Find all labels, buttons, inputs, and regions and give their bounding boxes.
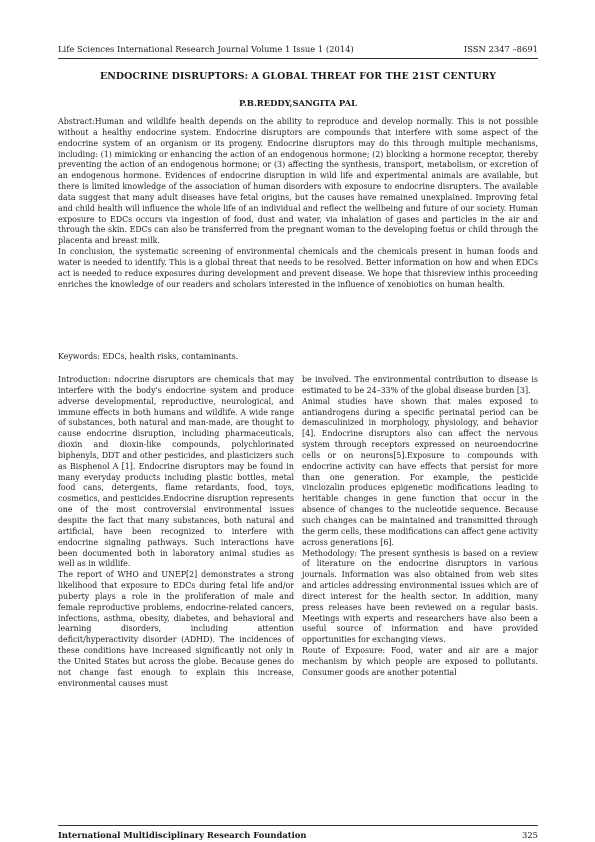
issn: ISSN 2347 –8691 <box>463 44 538 54</box>
route-of-exposure-paragraph: Route of Exposure: Food, water and air are a major mechanism by which people are exposed to pollutants. Consumer goods are another potential <box>302 646 538 677</box>
abstract-paragraph-2: In conclusion, the systematic screening of environmental chemicals and the chemicals present in human foods and water is needed to identify. This is a global threat that needs to be resolved. Better information on how and when EDCs act is needed to reduce exposures during development and prevent disease. We hope that thisreview inthis proceeding enriches the knowledge of our readers and scholars interested in the influence of xenobiotics on human health. <box>58 247 538 289</box>
introduction-paragraph: Introduction: ndocrine disruptors are chemicals that may interfere with the body's endocrine system and produce adverse developmental, reproductive, neurological, and immune effects in both humans and wildlife. A wide range of substances, both natural and man-made, are thought to cause endocrine disruption, including pharmaceuticals, dioxin and dioxin-like compounds, polychlorinated biphenyls, DDT and other pesticides, and plasticizers such as Bisphenol A [1]. Endocrine disruptors may be found in many everyday products including plastic bottles, metal food cans, detergents, flame retardants, food, toys, cosmetics, and pesticides.Endocrine disruption represents one of the most controversial environmental issues despite the fact that many substances, both natural and artificial, have been recognized to interfere with endocrine signaling pathways. Such interactions have been documented both in laboratory animal studies as well as in wildlife. <box>58 375 294 569</box>
page-number: 325 <box>522 830 538 840</box>
environmental-contribution-paragraph: be involved. The environmental contribution to disease is estimated to be 24–33% of the global disease burden [3]. <box>302 375 538 395</box>
paper-title: ENDOCRINE DISRUPTORS: A GLOBAL THREAT FOR THE 21ST CENTURY <box>100 71 496 82</box>
publisher-name: International Multidisciplinary Research Foundation <box>58 830 307 840</box>
keywords: Keywords: EDCs, health risks, contaminants. <box>58 352 239 361</box>
animal-studies-paragraph: Animal studies have shown that males exposed to antiandrogens during a specific perinatal period can be demasculinized in morphology, physiology, and behavior [4]. Endocrine disruptors also can affect the nervous system through receptors expressed on neuroendocrine cells or on neurons[5].Exposure to compounds with endocrine activity can have effects that persist for more than one generation. For example, the pesticide vinclozalin produces epigenetic modifications leading to heritable changes in gene function that occur in the absence of changes to the nucleotide sequence. Because such changes can be maintained and transmitted through the germ cells, these modifications can affect gene activity across generations [6]. <box>302 396 538 547</box>
body-columns <box>58 375 538 815</box>
methodology-paragraph: Methodology: The present synthesis is based on a review of literature on the endocrine disruptors in various journals. Information was also obtained from web sites and articles addressing environmental issues which are of direct interest for the health sector. In addition, many press releases have been reviewed on a regular basis. Meetings with experts and researchers have also been a useful source of information and have provided opportunities for exchanging views. <box>302 548 538 645</box>
journal-name: Life Sciences International Research Journal Volume 1 Issue 1 (2014) <box>58 44 354 54</box>
footer-rule <box>58 825 538 826</box>
abstract <box>58 117 538 291</box>
right-column <box>302 375 538 679</box>
running-header <box>58 44 538 58</box>
authors: P.B.REDDY,SANGITA PAL <box>238 98 358 108</box>
who-unep-paragraph: The report of WHO and UNEP[2] demonstrates a strong likelihood that exposure to EDCs during fetal life and/or puberty plays a role in the proliferation of male and female reproductive problems, endocrine-related cancers, infections, asthma, obesity, diabetes, and behavioral and learning disorders, including attention deficit/hyperactivity disorder (ADHD). The incidences of these conditions have increased significantly not only in the United States but across the globe. Because genes do not change fast enough to explain this increase, environmental causes must <box>58 570 294 688</box>
abstract-paragraph-1: Abstract:Human and wildlife health depends on the ability to reproduce and develop normally. This is not possible without a healthy endocrine system. Endocrine disruptors are compounds that interfere with some aspect of the endocrine system of an organism or its progeny. Endocrine disruptors may do this through multiple mechanisms, including: (1) mimicking or enhancing the action of an endogenous hormone; (2) blocking a hormone receptor, thereby preventing the action of an endogenous hormone; or (3) affecting the synthesis, transport, metabolism, or excretion of an endogenous hormone. Evidences of endocrine disruption in wild life and experimental animals are available, but there is limited knowledge of the association of human disorders with exposure to endocrine disrupters. The available data suggest that many adult diseases have fetal origins, but the causes have remained unexplained. Improving fetal and child health will influence the whole life of an individual and reflect the wellbeing and future of our society. Human exposure to EDCs occurs via ingestion of food, dust and water, via inhalation of gases and particles in the air and through the skin. EDCs can also be transferred from the pregnant woman to the developing foetus or child through the placenta and breast milk. <box>58 117 538 246</box>
left-column <box>58 375 294 689</box>
header-rule <box>58 58 538 59</box>
